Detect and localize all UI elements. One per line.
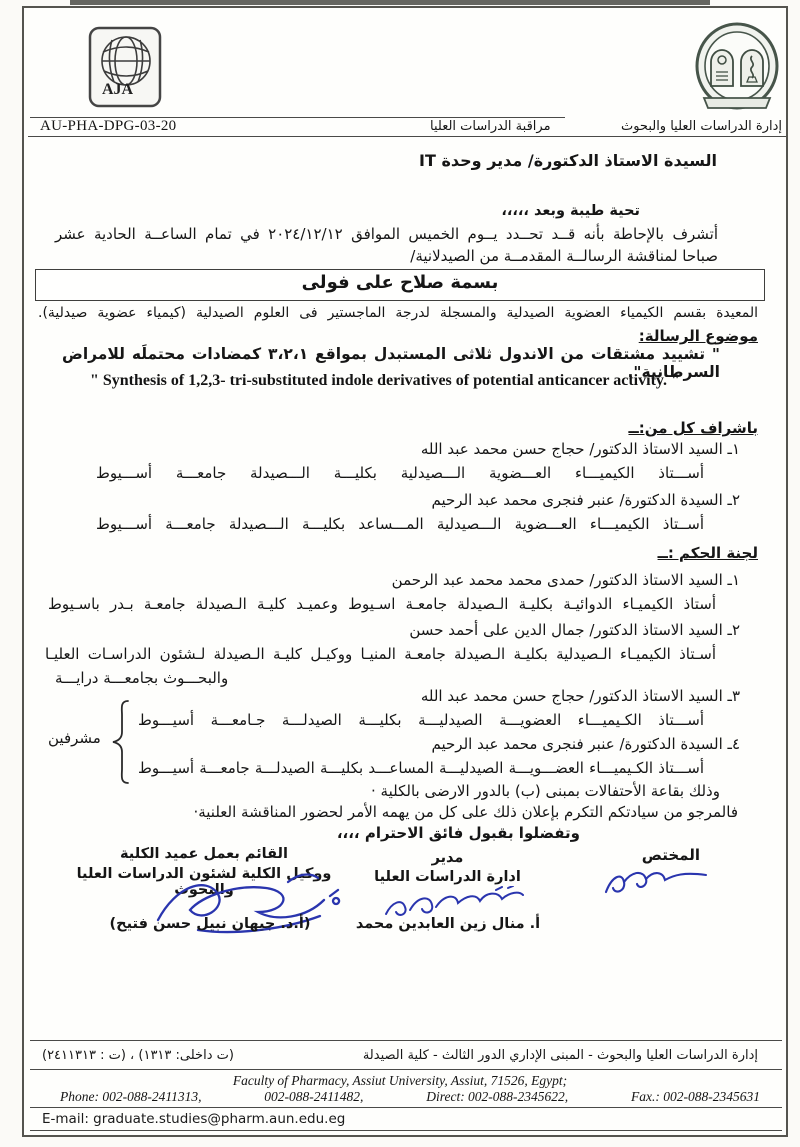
footer-phone-row xyxy=(60,1089,760,1105)
venue-line: وذلك بقاعة الأحتفالات بمبنى (ب) بالدور الارضى بالكلية · xyxy=(371,782,720,800)
thesis-title-english: " Synthesis of 1,2,3- tri-substituted indole derivatives of potential anticancer activity. " xyxy=(90,372,680,389)
signature-right-label: المختص xyxy=(641,846,700,864)
candidate-name: بسمة صلاح على فولى xyxy=(301,272,499,293)
committee-4-title: أســـتاذ الكـيميـــاء العضـــويـــة الصيدليـــة المساعـــد بكليـــة الصيدلـــة جامعـــة أسيـــوط xyxy=(138,759,704,777)
signature-mid-title-2: ادارة الدراسات العليا xyxy=(374,869,521,885)
footer-rule-2 xyxy=(30,1069,782,1070)
footer-phones-arabic: (ت داخلى: ١٣١٣) ، (ت : ٢٤١١٣١٣) xyxy=(42,1048,234,1063)
university-emblem xyxy=(694,22,780,120)
footer-phone-3: Direct: 002-088-2345622, xyxy=(426,1089,569,1104)
header-right-label: إدارة الدراسات العليا والبحوث xyxy=(620,119,782,134)
supervisor-2-name: ٢ـ السيدة الدكتورة/ عنبر فنجرى محمد عبد الرحيم xyxy=(431,491,740,509)
document-code: AU-PHA-DPG-03-20 xyxy=(40,118,177,134)
supervisors-brace xyxy=(112,700,130,784)
committee-4-name: ٤ـ السيدة الدكتورة/ عنبر فنجرى محمد عبد الرحيم xyxy=(431,735,740,753)
request-line: فالمرجو من سيادتكم التكرم بإعلان ذلك على كل من يهمه الأمر لحضور المناقشة العلنية· xyxy=(193,803,738,821)
footer-rule-3 xyxy=(30,1107,782,1108)
footer-phone-4: Fax.: 002-088-2345631 xyxy=(630,1089,760,1104)
footer-rule-4 xyxy=(30,1130,782,1131)
candidate-description: المعيدة بقسم الكيمياء العضوية الصيدلية والمسجلة لدرجة الماجستير فى العلوم الصيدلية (كيمياء عضوية صيدلية). xyxy=(38,305,758,321)
supervisor-2-title: أســتاذ الكيميـــاء العـــضوية الـــصيدلية المـــساعد بكليـــة الـــصيدلة جامعـــة أســـيوط xyxy=(96,515,704,533)
footer-email: E-mail: graduate.studies@pharm.aun.edu.eg xyxy=(42,1111,346,1127)
supervisor-1-name: ١ـ السيد الاستاذ الدكتور/ حجاج حسن محمد عبد الله xyxy=(420,440,740,458)
committee-2-title: أسـتاذ الكيميـاء الـصيدلية بكليـة الـصيدلة جامعـة المنيـا ووكيـل كليـة الـصيدلة لـشئون الدراسـات العليـا xyxy=(45,645,716,663)
footer-rule-1 xyxy=(30,1040,782,1041)
subject-label: موضوع الرسالة: xyxy=(638,327,758,345)
aja-logo-text: AJA xyxy=(102,81,134,98)
scan-edge-artifact xyxy=(70,0,710,5)
committee-3-name: ٣ـ السيد الاستاذ الدكتور/ حجاج حسن محمد عبد الله xyxy=(420,687,740,705)
committee-1-name: ١ـ السيد الاستاذ الدكتور/ حمدى محمد محمد عبد الرحمن xyxy=(391,571,740,589)
intro-line-2: صباحا لمناقشة الرسالــة المقدمــة من الصيدلانية/ xyxy=(410,247,718,265)
signature-right-ink xyxy=(600,862,712,908)
committee-3-title: أســـتاذ الكـيميـــاء العضويـــة الصيدليـــة بكليـــة الصيدلـــة جـامعـــة أسيـــوط xyxy=(138,711,704,729)
signature-mid-name: أ. منال زين العابدين محمد xyxy=(355,916,541,932)
footer-address-english: Faculty of Pharmacy, Assiut University, Assiut, 71526, Egypt; xyxy=(232,1073,568,1088)
header-rule-bottom xyxy=(28,136,786,137)
signature-mid-title-1: مدير xyxy=(431,850,464,866)
supervisor-1-title: أســـتاذ الكيميـــاء العـــضوية الـــصيدلية بكليـــة الـــصيدلة جامعـــة أســـيوط xyxy=(96,464,704,482)
committee-2-name: ٢ـ السيد الاستاذ الدكتور/ جمال الدين على أحمد حسن xyxy=(409,621,740,639)
footer-phone-2: 002-088-2411482, xyxy=(264,1089,364,1104)
emblem-banner xyxy=(704,98,770,108)
thesis-title-arabic: " تشييد مشتقات من الاندول ثلاثى المستبدل بمواقع ٣،٢،١ كمضادات محتملَه للامراض السرطانية". xyxy=(62,345,720,381)
signature-left-title-1: القائم بعمل عميد الكلية xyxy=(120,846,288,862)
aja-accreditation-logo xyxy=(88,26,162,108)
header-center-label: مراقبة الدراسات العليا xyxy=(430,119,551,134)
supervision-header: باشراف كل من:ــ xyxy=(628,419,758,437)
recipient-line: السيدة الاستاذ الدكتورة/ مدير وحدة IT xyxy=(419,151,717,170)
committee-1-title: أستاذ الكيميـاء الدوائيـة بكليـة الـصيدلة جامعـة اسـيوط وعميـد كليـة الـصيدلة جامعـة بـدر باسـيوط xyxy=(48,595,716,613)
greeting-line: تحية طيبة وبعد ،،،،، xyxy=(501,203,640,219)
intro-line-1: أتشرف بالإحاطة بأنه قــد تحــدد يــوم الخميس الموافق ٢٠٢٤/١٢/١٢ في تمام الساعــة الحادية عشر xyxy=(55,225,718,243)
footer-phone-1: Phone: 002-088-2411313, xyxy=(60,1089,202,1104)
signature-left-name: (أ.د. جيهان نبيل حسن فتيح) xyxy=(109,916,311,932)
closing-line: وتفضلوا بقبول فائق الاحترام ،،،، xyxy=(336,824,580,842)
signature-left-title-2: ووكيل الكلية لشئون الدراسات العليا والبحوث xyxy=(76,866,332,898)
committee-header: لجنة الحكم :ــ xyxy=(657,544,758,562)
footer-address-arabic: إدارة الدراسات العليا والبحوث - المبنى الإداري الدور الثالث - كلية الصيدلة xyxy=(362,1048,758,1063)
committee-2-title-cont: والبحـــوث بجامعـــة درايـــة xyxy=(55,669,229,687)
supervisors-brace-label: مشرفين xyxy=(48,729,101,747)
